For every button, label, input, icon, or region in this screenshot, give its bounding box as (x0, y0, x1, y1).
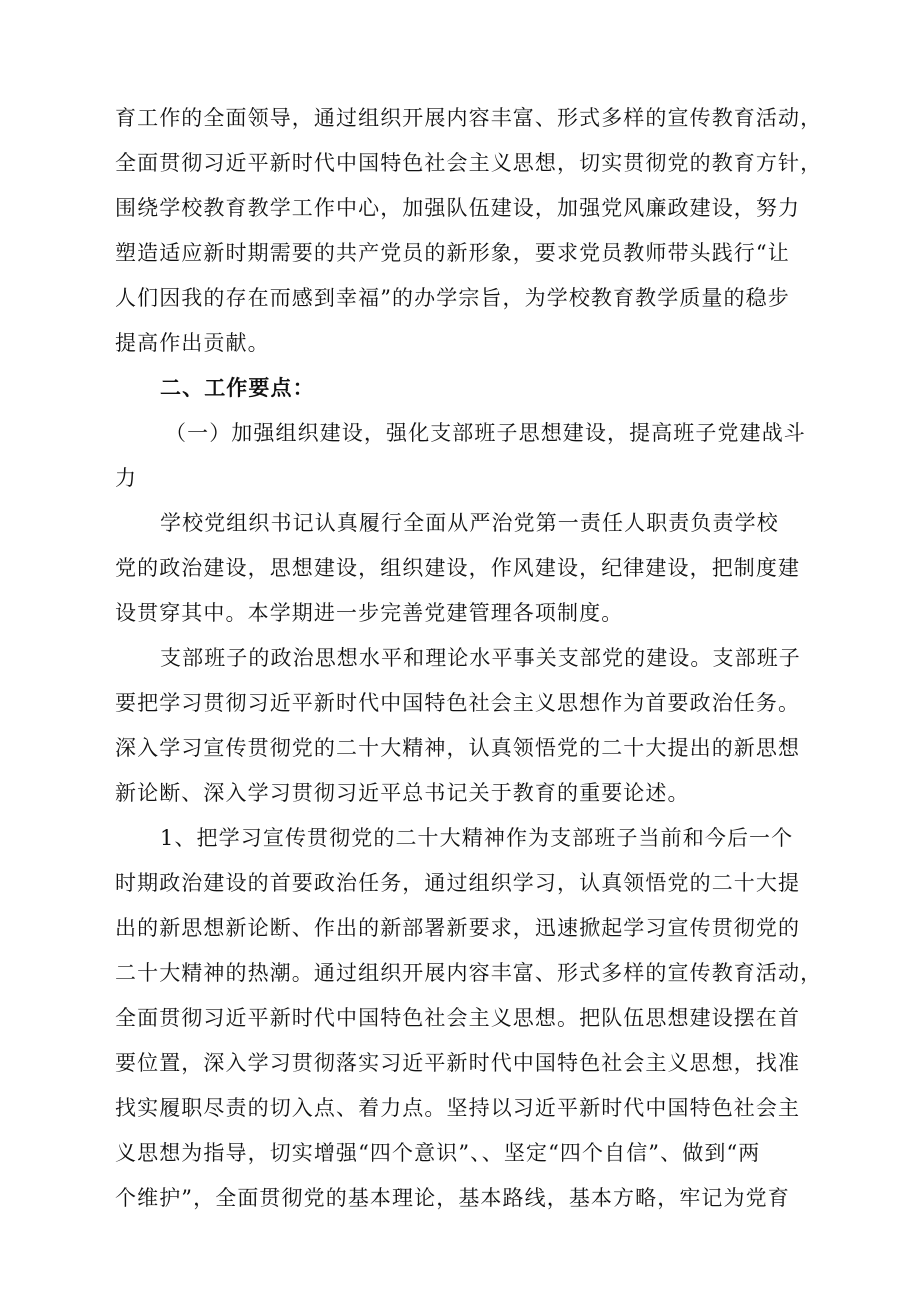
paragraph-line: 义思想为指导，切实增强“四个意识”、、坚定“四个自信”、做到“两 (115, 1141, 761, 1165)
paragraph-line: 围绕学校教育教学工作中心，加强队伍建设，加强党风廉政建设，努力 (115, 196, 801, 220)
paragraph-line: 全面贯彻习近平新时代中国特色社会主义思想，切实贯彻党的教育方针， (115, 151, 823, 175)
paragraph-line: 深入学习宣传贯彻党的二十大精神，认真领悟党的二十大提出的新思想 (115, 736, 801, 760)
paragraph-line: 二十大精神的热潮。通过组织开展内容丰富、形式多样的宣传教育活动， (115, 961, 823, 985)
section-heading: 二、工作要点： (160, 376, 315, 400)
paragraph-line: 党的政治建设，思想建设，组织建设，作风建设，纪律建设，把制度建 (115, 556, 801, 580)
subsection-heading-continued: 力 (115, 466, 138, 490)
paragraph-line: 新论断、深入学习贯彻习近平总书记关于教育的重要论述。 (115, 781, 690, 805)
paragraph-line: 要位置，深入学习贯彻落实习近平新时代中国特色社会主义思想，找准 (115, 1051, 801, 1075)
paragraph-first-line: 学校党组织书记认真履行全面从严治党第一责任人职责负责学校 (160, 511, 779, 535)
paragraph-line: 时期政治建设的首要政治任务，通过组织学习，认真领悟党的二十大提 (115, 871, 801, 895)
paragraph-first-line: 支部班子的政治思想水平和理论水平事关支部党的建设。支部班子 (160, 646, 801, 670)
subsection-heading: （一）加强组织建设，强化支部班子思想建设，提高班子党建战斗 (165, 421, 806, 445)
paragraph-line: 找实履职尽责的切入点、着力点。坚持以习近平新时代中国特色社会主 (115, 1096, 801, 1120)
paragraph-line: 设贯穿其中。本学期进一步完善党建管理各项制度。 (115, 601, 624, 625)
paragraph-line: 要把学习贯彻习近平新时代中国特色社会主义思想作为首要政治任务。 (115, 691, 801, 715)
paragraph-line: 出的新思想新论断、作出的新部署新要求，迅速掀起学习宣传贯彻党的 (115, 916, 801, 940)
paragraph-first-line: 1、把学习宣传贯彻党的二十大精神作为支部班子当前和今后一个 (160, 826, 794, 850)
paragraph-line: 塑造适应新时期需要的共产党员的新形象，要求党员教师带头践行“让 (115, 241, 790, 265)
paragraph-line: 人们因我的存在而感到幸福”的办学宗旨，为学校教育教学质量的稳步 (115, 286, 790, 310)
paragraph-line: 全面贯彻习近平新时代中国特色社会主义思想。把队伍思想建设摆在首 (115, 1006, 801, 1030)
paragraph-line: 个维护”，全面贯彻党的基本理论，基本路线，基本方略，牢记为党育 (115, 1186, 790, 1210)
paragraph-line: 提高作出贡献。 (115, 331, 270, 355)
paragraph-line: 育工作的全面领导，通过组织开展内容丰富、形式多样的宣传教育活动， (115, 106, 823, 130)
